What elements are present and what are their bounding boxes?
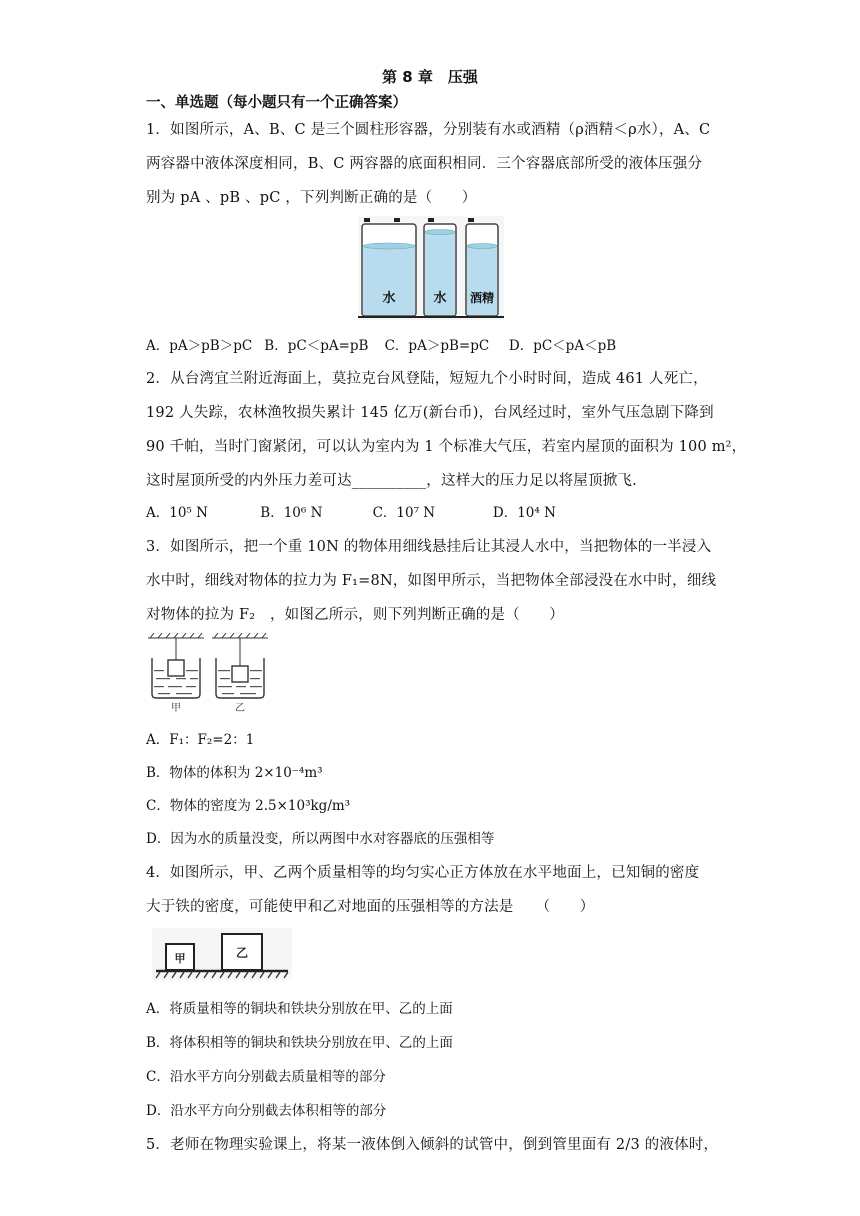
q2-option-b[interactable]: B．10⁶ N [260, 505, 323, 521]
q3-option-d[interactable]: D．因为水的质量没变，所以两图中水对容器底的压强相等 [146, 831, 495, 847]
fig-label-jia: 甲 [171, 703, 181, 714]
hanging-objects-figure [146, 632, 274, 714]
q4-option-d[interactable]: D．沿水平方向分别截去体积相等的部分 [146, 1103, 387, 1119]
q3-line-3: 对物体的拉为 F₂ ，如图乙所示，则下列判断正确的是（ ） [146, 607, 564, 623]
q4-line-1: 4．如图所示，甲、乙两个质量相等的均匀实心正方体放在水平地面上，已知铜的密度 [146, 865, 700, 881]
q2-line-2: 192 人失踪，农林渔牧损失累计 145 亿万(新台币)，台风经过时，室外气压急剧下降到 [146, 405, 714, 421]
cube-jia-label: 甲 [174, 952, 186, 965]
q5-line-1: 5．老师在物理实验课上，将某一液体倒入倾斜的试管中，倒到管里面有 2/3 的液体时， [146, 1137, 719, 1153]
cubes-figure [152, 928, 292, 980]
q2-line-1: 2．从台湾宜兰附近海面上，莫拉克台风登陆，短短九个小时时间，造成 461 人死亡， [146, 371, 708, 387]
q3-line-2: 水中时，细线对物体的拉力为 F₁=8N，如图甲所示，当把物体全部浸没在水中时，细线 [146, 573, 717, 589]
q4-option-a[interactable]: A．将质量相等的铜块和铁块分别放在甲、乙的上面 [146, 1001, 453, 1017]
cylinder-b-label: 水 [433, 291, 447, 306]
fig-label-yi: 乙 [235, 703, 245, 714]
q2-option-c[interactable]: C．10⁷ N [372, 505, 436, 521]
q1-option-a[interactable]: A．pA＞pB＞pC [146, 338, 253, 354]
q1-option-c[interactable]: C．pA＞pB=pC [384, 338, 490, 354]
q2-line-3: 90 千帕，当时门窗紧闭，可以认为室内为 1 个标准大气压，若室内屋顶的面积为 100 m²， [146, 439, 747, 455]
q1-options [146, 334, 616, 354]
q4-option-b[interactable]: B．将体积相等的铜块和铁块分别放在甲、乙的上面 [146, 1035, 453, 1051]
q1-option-d[interactable]: D．pC＜pA＜pB [508, 338, 617, 354]
q3-option-c[interactable]: C．物体的密度为 2.5×10³kg/m³ [146, 798, 351, 814]
q1-option-b[interactable]: B．pC＜pA=pB [264, 338, 369, 354]
cube-yi-label: 乙 [235, 946, 249, 960]
cylinders-figure [358, 216, 504, 320]
q1-line-3: 别为 pA 、pB 、pC ，下列判断正确的是（ ） [146, 190, 477, 206]
cylinder-c-label: 酒精 [469, 291, 495, 305]
q2-line-4: 这时屋顶所受的内外压力差可达__________，这样大的压力足以将屋顶掀飞. [146, 473, 637, 489]
q2-option-a[interactable]: A．10⁵ N [146, 505, 208, 521]
q1-line-2: 两容器中液体深度相同，B、C 两容器的底面积相同．三个容器底部所受的液体压强分 [146, 156, 703, 172]
q4-line-2: 大于铁的密度，可能使甲和乙对地面的压强相等的方法是 （ ） [146, 899, 595, 915]
cylinder-a-label: 水 [382, 291, 396, 306]
q4-option-c[interactable]: C．沿水平方向分别截去质量相等的部分 [146, 1069, 386, 1085]
page-title: 第 8 章 压强 [382, 68, 478, 86]
q2-option-d[interactable]: D．10⁴ N [492, 505, 556, 521]
q3-line-1: 3．如图所示，把一个重 10N 的物体用细线悬挂后让其浸人水中，当把物体的一半浸入 [146, 539, 712, 555]
q3-option-b[interactable]: B．物体的体积为 2×10⁻⁴m³ [146, 765, 323, 781]
q1-line-1: 1．如图所示，A、B、C 是三个圆柱形容器，分别装有水或酒精（ρ酒精＜ρ水），A、C [146, 122, 711, 138]
q2-options [146, 501, 556, 521]
q3-option-a[interactable]: A．F₁：F₂=2：1 [146, 732, 255, 748]
section-heading: 一、单选题（每小题只有一个正确答案） [146, 95, 407, 111]
